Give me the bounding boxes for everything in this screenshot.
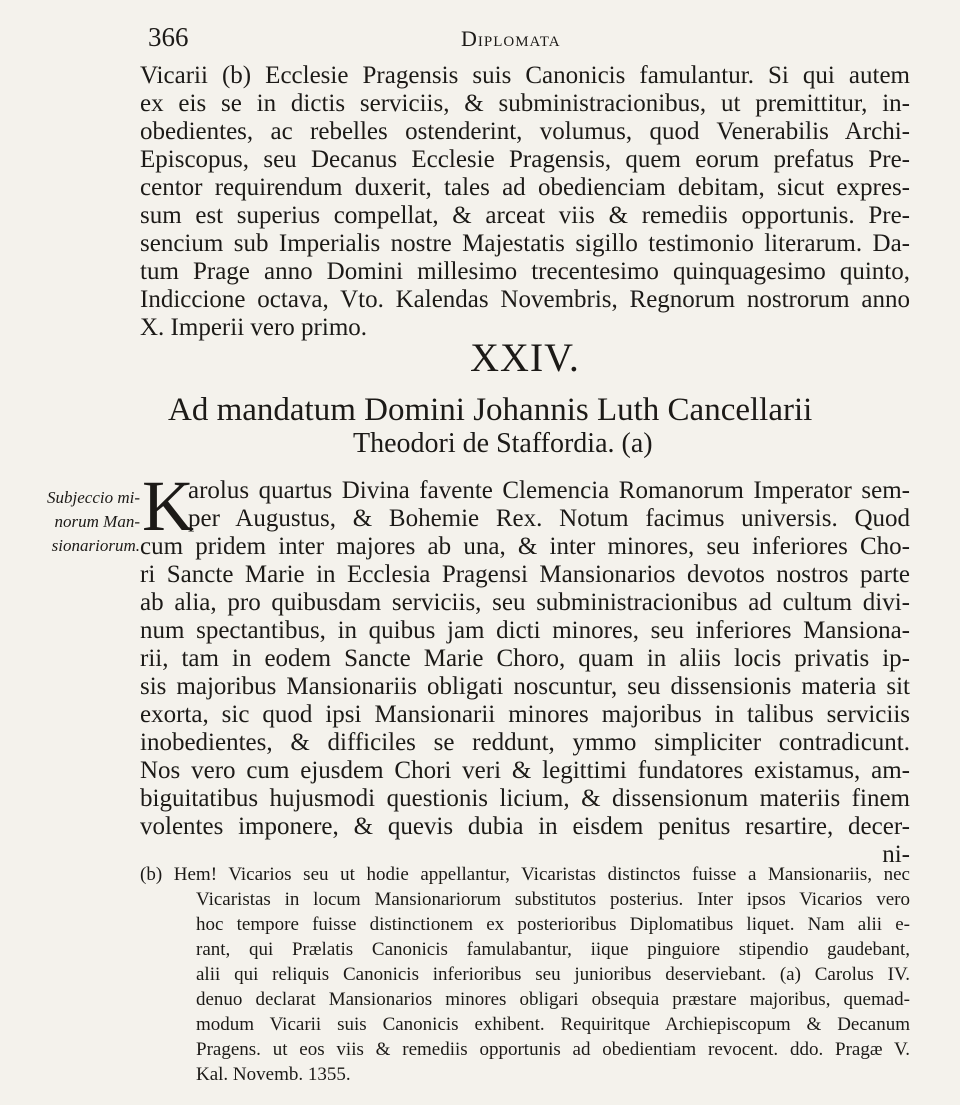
text-line: X. Imperii vero primo. [140,314,368,341]
margin-note-line: sionariorum. [51,536,140,555]
text-line: ab alia, pro quibusdam serviciis, seu subministracionibus ad cultum divi- [140,589,910,616]
main-paragraph [140,477,910,869]
drop-cap: K [142,466,194,546]
text-line: ex eis se in dictis serviciis, & subministracionibus, ut premittitur, in- [140,90,910,117]
page-number: 366 [148,22,189,52]
text-line: per Augustus, & Bohemie Rex. Notum facimus universis. Quod [188,505,910,532]
text-line: inobedientes, & difficiles se reddunt, ymmo simpliciter contradicunt. [140,729,910,756]
text-line: Vicarii (b) Ecclesie Pragensis suis Canonicis famulantur. Si qui autem [140,62,910,89]
footnote-line: denuo declarat Mansionarios minores obligari obsequia præstare majoribus, quemad- [196,989,910,1010]
top-paragraph [140,62,910,342]
text-line: num spectantibus, in quibus jam dicti minores, seu inferiores Mansiona- [140,617,910,644]
text-line: sis majoribus Mansionariis obligati noscuntur, seu dissensionis materia sit [140,673,910,700]
footnote-line: Kal. Novemb. 1355. [196,1064,351,1085]
text-line: volentes imponere, & quevis dubia in eisdem penitus resartire, decer- [140,813,910,840]
footnote-line: Vicaristas in locum Mansionariorum substitutos posterius. Inter ipsos Vicarios vero [196,889,910,910]
running-head [148,16,908,54]
margin-note-line: norum Man- [54,512,140,531]
footnote-line: Pragens. ut eos viis & remediis opportunis ad obedientiam revocent. ddo. Pragæ V. [196,1039,910,1060]
footnote [140,862,910,1087]
footnote-line: modum Vicarii suis Canonicis exhibent. Requiritque Archiepiscopum & Decanum [196,1014,910,1035]
text-line: Nos vero cum ejusdem Chori veri & legittimi fundatores existamus, am- [140,757,910,784]
text-line: sum est superius compellat, & arceat viis & remediis opportunis. Pre- [140,202,910,229]
document-heading: Ad mandatum Domini Johannis Luth Cancellarii [168,392,813,428]
catchword: ni- [882,841,910,868]
text-line: Indiccione octava, Vto. Kalendas Novembris, Regnorum nostrorum anno [140,286,910,313]
text-line: arolus quartus Divina favente Clemencia Romanorum Imperator sem- [188,477,910,504]
running-title: Diplomata [461,26,561,51]
document-subheading: Theodori de Staffordia. (a) [353,428,653,459]
footnote-line: rant, qui Prælatis Canonicis famulabantur, iique pinguiore stipendio gaudebant, [196,939,910,960]
margin-note-line: Subjeccio mi- [47,488,140,507]
text-line: cum pridem inter majores ab una, & inter minores, seu inferiores Cho- [140,533,910,560]
footnote-line: alii qui reliquis Canonicis inferioribus seu junioribus deserviebant. (a) Carolus IV. [196,964,910,985]
footnote-line: hoc tempore fuisse distinctionem ex posterioribus Diplomatibus liquet. Nam alii e- [196,914,910,935]
text-line: sencium sub Imperialis nostre Majestatis sigillo testimonio literarum. Da- [140,230,910,257]
text-line: tum Prage anno Domini millesimo trecentesimo quinquagesimo quinto, [140,258,910,285]
text-line: rii, tam in eodem Sancte Marie Choro, quam in aliis locis privatis ip- [140,645,910,672]
footnote-line: (b) Hem! Vicarios seu ut hodie appellantur, Vicaristas distinctos fuisse a Mansionariis, nec [140,864,910,885]
text-line: obedientes, ac rebelles ostenderint, volumus, quod Venerabilis Archi- [140,118,910,145]
section-number: XXIV. [470,335,580,380]
text-line: centor requirendum duxerit, tales ad obedienciam debitam, sicut expres- [140,174,910,201]
margin-note [30,486,140,558]
text-line: biguitatibus hujusmodi questionis licium, & dissensionum materiis finem [140,785,910,812]
text-line: Episcopus, seu Decanus Ecclesie Pragensis, quem eorum prefatus Pre- [140,146,910,173]
text-line: exorta, sic quod ipsi Mansionarii minores majoribus in talibus serviciis [140,701,910,728]
text-line: ri Sancte Marie in Ecclesia Pragensi Mansionarios devotos nostros parte [140,561,910,588]
